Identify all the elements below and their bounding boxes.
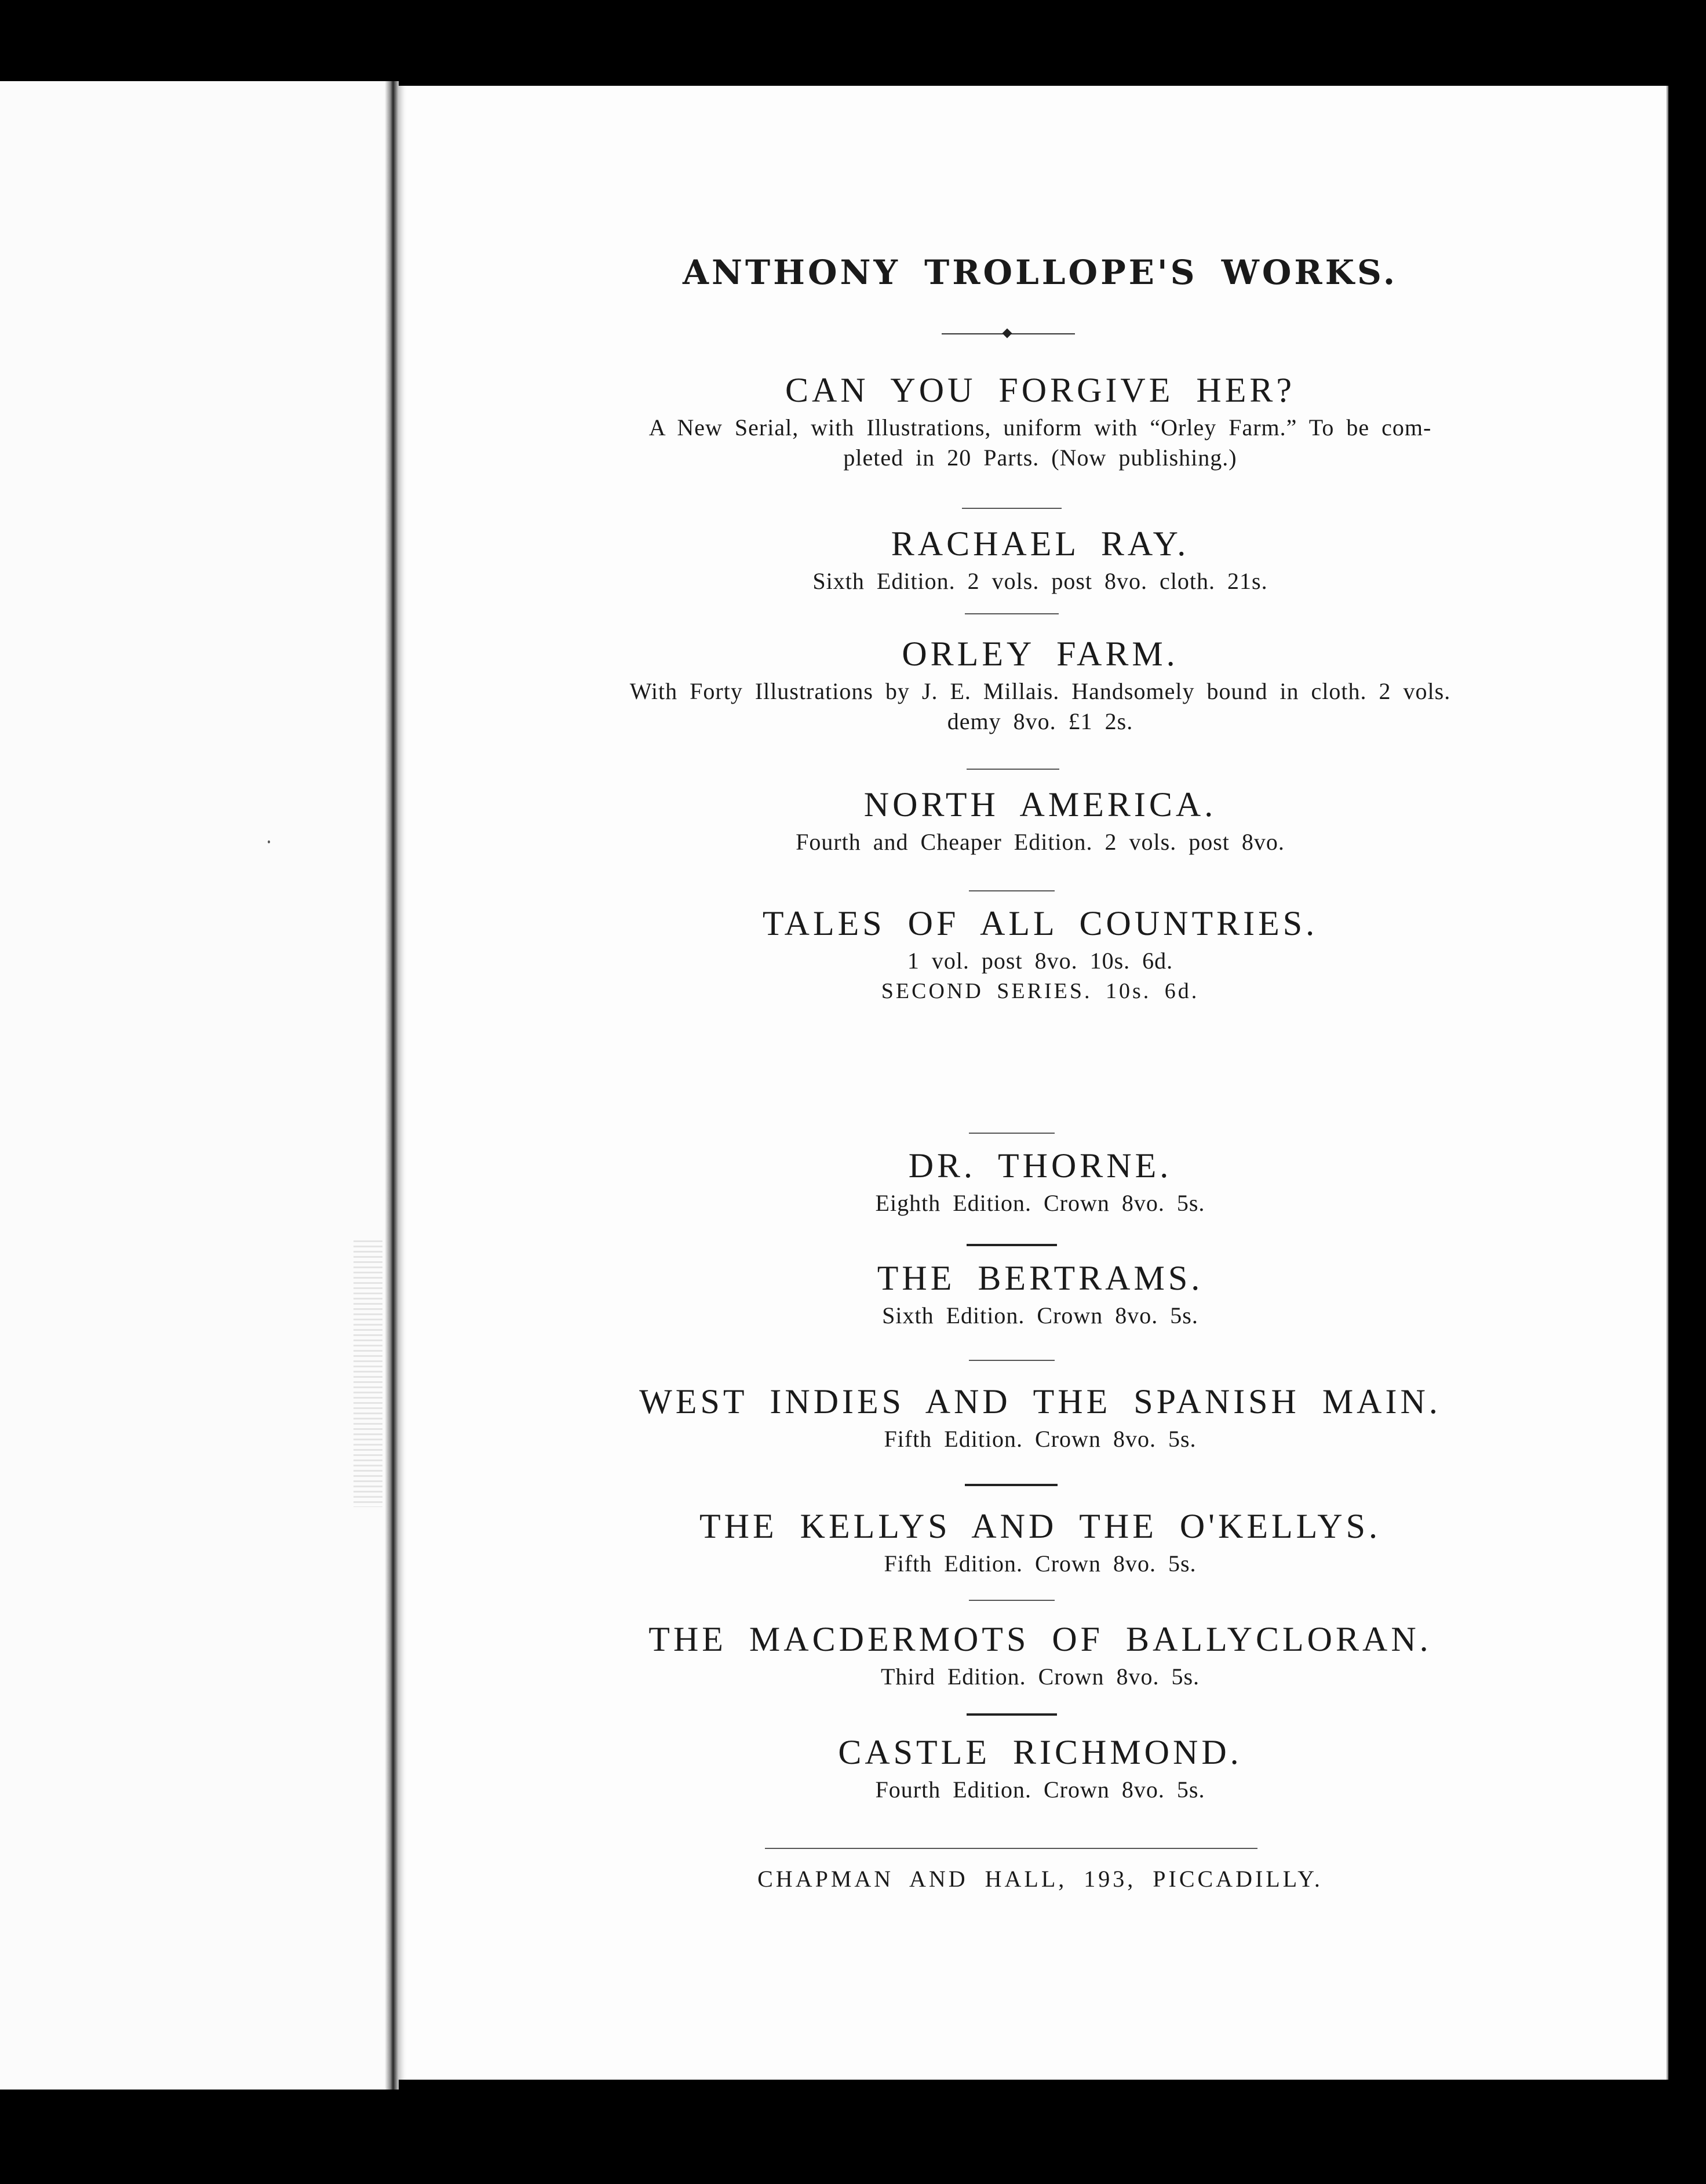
page-stain <box>353 1240 382 1507</box>
book-entry <box>551 1381 1530 1454</box>
book-title: DR. THORNE. <box>908 1146 1172 1185</box>
book-entry <box>551 523 1530 596</box>
book-detail: Fifth Edition. Crown 8vo. 5s. <box>884 1550 1197 1577</box>
book-title: ORLEY FARM. <box>902 635 1179 673</box>
divider-rule <box>969 1600 1055 1601</box>
divider-rule <box>969 1133 1055 1134</box>
book-detail: Fifth Edition. Crown 8vo. 5s. <box>884 1426 1197 1452</box>
book-title: NORTH AMERICA. <box>863 785 1217 824</box>
left-page <box>0 81 389 2090</box>
book-entry <box>551 1732 1530 1805</box>
book-entry <box>551 784 1530 857</box>
book-detail: pleted in 20 Parts. (Now publishing.) <box>843 445 1237 471</box>
divider-rule <box>967 1244 1057 1246</box>
book-detail: Eighth Edition. Crown 8vo. 5s. <box>875 1190 1205 1216</box>
ink-spot <box>268 840 270 843</box>
divider-rule <box>965 1484 1058 1486</box>
book-detail: Sixth Edition. 2 vols. post 8vo. cloth. 21s. <box>812 568 1268 594</box>
divider-rule <box>965 613 1059 614</box>
book-detail: demy 8vo. £1 2s. <box>947 708 1133 734</box>
footer-rule <box>765 1848 1257 1849</box>
book-entry <box>551 903 1530 1006</box>
book-detail: Fourth Edition. Crown 8vo. 5s. <box>875 1777 1205 1803</box>
book-detail: A New Serial, with Illustrations, uniform with “Orley Farm.” To be com- <box>648 414 1432 441</box>
publisher-imprint: CHAPMAN AND HALL, 193, PICCADILLY. <box>757 1866 1323 1892</box>
book-detail: With Forty Illustrations by J. E. Millais. Handsomely bound in cloth. 2 vols. <box>629 678 1451 704</box>
book-entry <box>551 1258 1530 1331</box>
book-detail: Third Edition. Crown 8vo. 5s. <box>880 1664 1200 1690</box>
divider-rule <box>969 890 1055 891</box>
book-title: THE KELLYS AND THE O'KELLYS. <box>699 1507 1381 1545</box>
book-title: CASTLE RICHMOND. <box>838 1733 1242 1771</box>
divider-rule <box>967 1713 1057 1716</box>
divider-rule <box>967 769 1059 770</box>
book-detail: SECOND SERIES. 10s. 6d. <box>881 979 1200 1003</box>
book-entry <box>551 1145 1530 1218</box>
book-entry <box>551 634 1530 737</box>
book-entry <box>551 370 1530 473</box>
book-title: WEST INDIES AND THE SPANISH MAIN. <box>639 1382 1441 1421</box>
book-entry <box>551 1506 1530 1579</box>
book-detail: 1 vol. post 8vo. 10s. 6d. <box>907 948 1173 974</box>
book-detail: Sixth Edition. Crown 8vo. 5s. <box>882 1302 1198 1328</box>
book-title: CAN YOU FORGIVE HER? <box>785 371 1296 409</box>
book-title: RACHAEL RAY. <box>891 525 1190 563</box>
book-title: THE BERTRAMS. <box>877 1259 1204 1297</box>
book-detail: Fourth and Cheaper Edition. 2 vols. post 8vo. <box>796 829 1285 855</box>
book-spine <box>385 81 399 2090</box>
divider-rule <box>962 508 1062 509</box>
page-heading: ANTHONY TROLLOPE'S WORKS. <box>682 253 1398 292</box>
book-entry <box>551 1619 1530 1692</box>
book-title: THE MACDERMOTS OF BALLYCLORAN. <box>648 1620 1432 1658</box>
book-title: TALES OF ALL COUNTRIES. <box>762 904 1318 942</box>
right-page <box>399 86 1668 2080</box>
divider-rule <box>969 1360 1055 1361</box>
ornament-divider <box>942 329 1075 338</box>
